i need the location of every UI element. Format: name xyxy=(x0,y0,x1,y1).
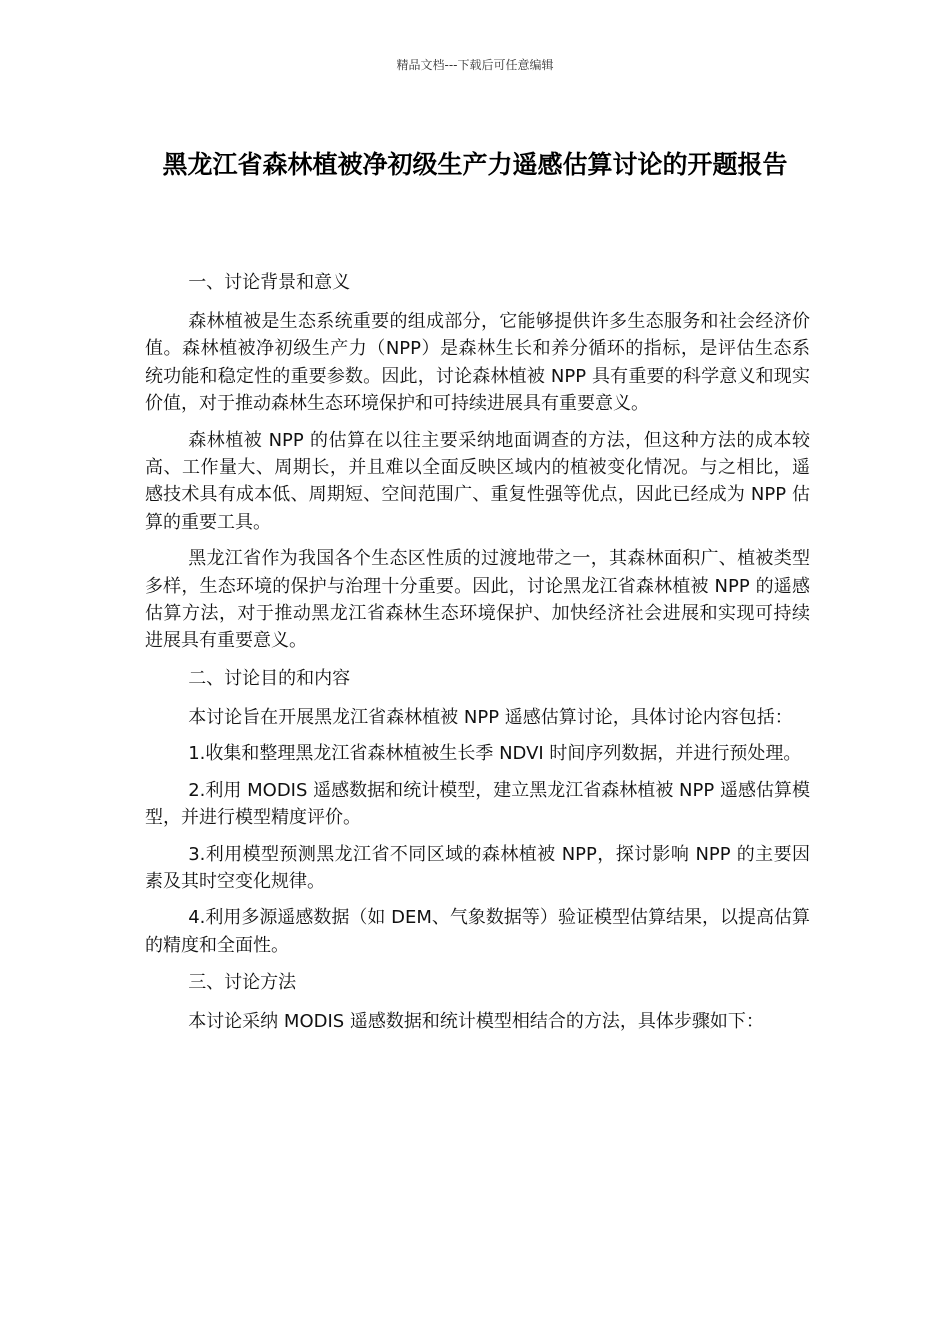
paragraph-objectives-intro: 本讨论旨在开展黑龙江省森林植被 NPP 遥感估算讨论，具体讨论内容包括： xyxy=(188,706,793,728)
paragraph-methods-intro: 本讨论采纳 MODIS 遥感数据和统计模型相结合的方法，具体步骤如下： xyxy=(188,1011,764,1033)
document-title: 黑龙江省森林植被净初级生产力遥感估算讨论的开题报告 xyxy=(162,150,788,179)
objective-item-3: 3.利用模型预测黑龙江省不同区域的森林植被 NPP，探讨影响 NPP 的主要因素及其时空变化规律。 xyxy=(145,843,810,892)
document-body xyxy=(145,268,810,1045)
paragraph-background-1: 森林植被是生态系统重要的组成部分，它能够提供许多生态服务和社会经济价值。森林植被净初级生产力（NPP）是森林生长和养分循环的指标，是评估生态系统功能和稳定性的重要参数。因此，讨论森林植被 NPP 具有重要的科学意义和现实价值，对于推动森林生态环境保护和可持续进展具有重要意义。 xyxy=(145,311,810,415)
paragraph-background-2: 森林植被 NPP 的估算在以往主要采纳地面调查的方法，但这种方法的成本较高、工作量大、周期长，并且难以全面反映区域内的植被变化情况。与之相比，遥感技术具有成本低、周期短、空间范围广、重复性强等优点，因此已经成为 NPP 估算的重要工具。 xyxy=(145,429,810,533)
objective-item-2: 2.利用 MODIS 遥感数据和统计模型，建立黑龙江省森林植被 NPP 遥感估算模型，并进行模型精度评价。 xyxy=(145,779,810,829)
section-heading-methods: 三、讨论方法 xyxy=(188,972,297,994)
section-heading-objectives: 二、讨论目的和内容 xyxy=(188,667,351,689)
paragraph-background-3: 黑龙江省作为我国各个生态区性质的过渡地带之一，其森林面积广、植被类型多样，生态环境的保护与治理十分重要。因此，讨论黑龙江省森林植被 NPP 的遥感估算方法，对于推动黑龙江省森林生态环境保护、加快经济社会进展和实现可持续进展具有重要意义。 xyxy=(145,548,810,652)
section-heading-background: 一、讨论背景和意义 xyxy=(188,272,351,293)
header-note: 精品文档---下载后可任意编辑 xyxy=(396,58,554,72)
objective-item-1: 1.收集和整理黑龙江省森林植被生长季 NDVI 时间序列数据，并进行预处理。 xyxy=(188,743,802,765)
objective-item-4: 4.利用多源遥感数据（如 DEM、气象数据等）验证模型估算结果，以提高估算的精度和全面性。 xyxy=(145,907,810,956)
